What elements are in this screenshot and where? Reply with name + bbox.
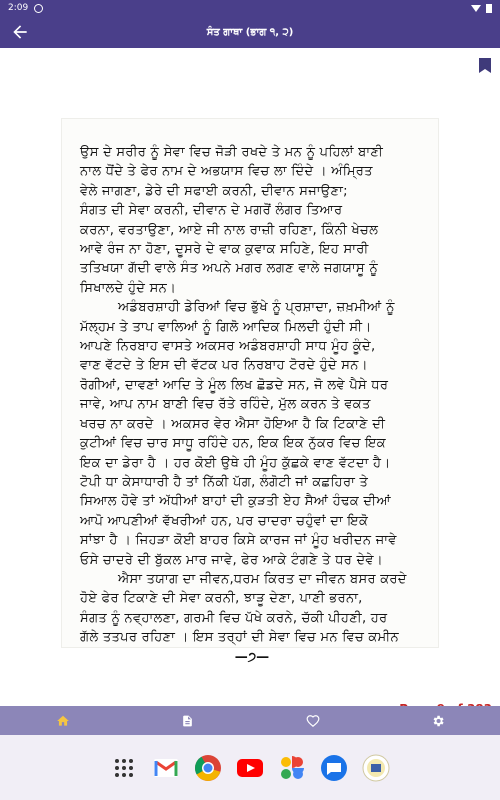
- printed-page-number: —੭—: [234, 649, 270, 665]
- chrome-app[interactable]: [191, 751, 225, 785]
- page-line: ਆਵੇ ਰੰਜ ਨਾ ਹੋਣਾ, ਦੂਸਰੇ ਦੇ ਵਾਕ ਕੁਵਾਕ ਸਹਿਣੇ, ਇਹ ਸਾਰੀ: [80, 242, 369, 258]
- status-bar: [0, 0, 500, 16]
- page-line: ਵਾਣ ਵੱਟਦੇ ਤੇ ਇਸ ਦੀ ਵੱਟਕ ਪਰ ਨਿਰਬਾਹ ਟੋਰਦੇ ਹੁੰਦੇ ਸਨ।: [80, 358, 368, 374]
- app-dock: [0, 735, 500, 800]
- page-line: ਐਸਾ ਤਯਾਗ ਦਾ ਜੀਵਨ,ਧਰਮ ਕਿਰਤ ਦਾ ਜੀਵਨ ਬਸਰ ਕਰਦੇ: [118, 571, 407, 587]
- page-line: ਸਾਂਝਾ ਹੈ । ਜਿਹੜਾ ਕੋਈ ਬਾਹਰ ਕਿਸੇ ਕਾਰਜ ਜਾਂ ਮੂੰਹ ਖਰੀਦਨ ਜਾਵੇ: [80, 533, 397, 549]
- app-drawer-button[interactable]: [107, 751, 141, 785]
- photos-app[interactable]: [275, 751, 309, 785]
- page-line: ਰੋਗੀਆਂ, ਦਾਵਣਾਂ ਆਦਿ ਤੇ ਮੂੰਲ ਲਿਖ ਛੋਡਦੇ ਸਨ, ਜੋ ਲਵੇ ਪੈਸੇ ਧਰ: [80, 377, 389, 393]
- battery-icon: [486, 4, 492, 13]
- page-line: ਆਪੋ ਆਪਣੀਆਂ ਵੱਖਰੀਆਂ ਹਨ, ਪਰ ਚਾਦਰਾ ਚਹੁੰਵਾਂ ਦਾ ਇਕੋ: [80, 513, 369, 529]
- gmail-app[interactable]: [149, 751, 183, 785]
- app-drawer-icon: [115, 759, 133, 777]
- page-line: ਅਡੰਬਰਸ਼ਾਹੀ ਡੇਰਿਆਂ ਵਿਚ ਭੁੱਖੇ ਨੂੰ ਪ੍ਰਸ਼ਾਦਾ, ਜ਼ਖ਼ਮੀਆਂ ਨੂੰ: [118, 300, 395, 316]
- nav-document[interactable]: [168, 706, 208, 735]
- youtube-app[interactable]: [233, 751, 267, 785]
- bottom-nav: [0, 706, 500, 735]
- heart-icon: [306, 714, 320, 728]
- reader-app[interactable]: [359, 751, 393, 785]
- bookmark-icon[interactable]: [479, 58, 491, 73]
- status-icons: [471, 4, 492, 13]
- app-bar: [0, 16, 500, 48]
- nav-home[interactable]: [43, 706, 83, 735]
- gmail-icon: [154, 759, 178, 777]
- back-button[interactable]: [4, 16, 36, 48]
- page-line: ਹੋਏ ਫੇਰ ਟਿਕਾਣੇ ਦੀ ਸੇਵਾ ਕਰਨੀ, ਝਾੜੂ ਦੇਣਾ, ਪਾਣੀ ਭਰਨਾ,: [80, 591, 363, 607]
- page-line: ਖਰਚ ਨਾ ਕਰਦੇ । ਅਕਸਰ ਵੇਰ ਐਸਾ ਹੋਇਆ ਹੈ ਕਿ ਟਿਕਾਣੇ ਦੀ: [80, 416, 386, 432]
- nav-settings[interactable]: [418, 706, 458, 735]
- page-line: ਸਿਆਲ ਹੋਵੇ ਤਾਂ ਅੱਧੀਆਂ ਬਾਹਾਂ ਦੀ ਕੁੜਤੀ ਏਹ ਸੈਆਂ ਹੰਢਕ ਦੀਆਂ: [80, 494, 391, 510]
- nav-favorites[interactable]: [293, 706, 333, 735]
- status-time: 2:09: [8, 3, 29, 13]
- youtube-icon: [237, 759, 263, 777]
- page-line: ਓਸੇ ਚਾਦਰੇ ਦੀ ਬੁੱਕਲ ਮਾਰ ਜਾਵੇ, ਫੇਰ ਆਕੇ ਟੰਗਣੇ ਤੇ ਧਰ ਦੇਵੇ।: [80, 552, 383, 568]
- page-line: ਜਾਵੇ, ਆਪ ਨਾਮ ਬਾਣੀ ਵਿਚ ਰੱਤੇ ਰਹਿੰਦੇ, ਮੁੱਲ ਕਰਨ ਤੇ ਵਕਤ: [80, 397, 371, 413]
- photos-icon: [279, 755, 305, 781]
- wifi-icon: [471, 5, 481, 12]
- page-line: ਆਪਣੇ ਨਿਰਬਾਹ ਵਾਸਤੇ ਅਕਸਰ ਅਡੰਬਰਸ਼ਾਹੀ ਸਾਧ ਮੂੰਹ ਕੂੰਦੇ,: [80, 339, 376, 355]
- page-line: ਉਸ ਦੇ ਸਰੀਰ ਨੂੰ ਸੇਵਾ ਵਿਚ ਜੋੜੀ ਰਖਦੇ ਤੇ ਮਨ ਨੂੰ ਪਹਿਲਾਂ ਬਾਣੀ: [80, 145, 384, 160]
- app-title: ਸੰਤ ਗਾਥਾ (ਭਾਗ ੧, ੨): [206, 26, 294, 38]
- page-line: ਵੇਲੇ ਜਾਗਣਾ, ਡੇਰੇ ਦੀ ਸਫਾਈ ਕਰਨੀ, ਦੀਵਾਨ ਸਜਾਉਣਾ;: [80, 183, 348, 199]
- reader-content[interactable]: [0, 48, 500, 706]
- page-line: ਗੱਲੇ ਤਤਪਰ ਰਹਿਣਾ । ਇਸ ਤਰ੍ਹਾਂ ਦੀ ਸੇਵਾ ਵਿਚ ਮਨ ਵਿਚ ਕਮੀਨ: [80, 630, 399, 646]
- page-line: ਮੱਲ੍ਹਮ ਤੇ ਤਾਪ ਵਾਲਿਆਂ ਨੂੰ ਗਿਲੋ ਆਦਿਕ ਮਿਲਦੀ ਹੁੰਦੀ ਸੀ।: [80, 319, 372, 335]
- chrome-icon: [194, 754, 222, 782]
- page-line: ਤਤਿਖਯਾ ਗੱਦੀ ਵਾਲੇ ਸੰਤ ਅਪਨੇ ਮਗਰ ਲਗਣ ਵਾਲੇ ਜਗਯਾਸੂ ਨੂੰ: [80, 261, 379, 277]
- page-line: ਇਕ ਦਾ ਡੇਰਾ ਹੈ । ਹਰ ਕੋਈ ਉਥੇ ਹੀ ਮੂੰਹ ਕੁੱਛਕੇ ਵਾਣ ਵੱਟਦਾ ਹੈ।: [80, 455, 391, 471]
- scanned-page: [62, 119, 438, 665]
- page-line: ਸਿਖਾਲਦੇ ਹੁੰਦੇ ਸਨ।: [80, 280, 177, 296]
- messages-app[interactable]: [317, 751, 351, 785]
- notification-icon: [34, 4, 43, 13]
- page-line: ਟੋਪੀ ਧਾ ਕੇਸਾਧਾਰੀ ਹੈ ਤਾਂ ਨਿੱਕੀ ਪੱਗ, ਲੰਗੋਟੀ ਜਾਂ ਕਛਹਿਰਾ ਤੇ: [80, 474, 369, 490]
- gear-icon: [431, 714, 445, 728]
- reader-app-icon: [362, 754, 390, 782]
- messages-icon: [320, 754, 348, 782]
- page-line: ਸੰਗਤ ਦੀ ਸੇਵਾ ਕਰਨੀ, ਦੀਵਾਨ ਦੇ ਮਗਰੋਂ ਲੰਗਰ ਤਿਆਰ: [80, 203, 343, 219]
- page-line: ਕਰਨਾ, ਵਰਤਾਉਣਾ, ਆਏ ਜੀ ਨਾਲ ਰਾਜ਼ੀ ਰਹਿਣਾ, ਕਿੰਨੀ ਖੇਚਲ: [80, 222, 379, 238]
- home-icon: [56, 714, 70, 728]
- page-line: ਸੰਗਤ ਨੂੰ ਨਵ੍ਹਾਲਣਾ, ਗਰਮੀ ਵਿਚ ਪੱਖੇ ਕਰਨੇ, ਚੱਕੀ ਪੀਹਣੀ, ਹਰ: [80, 610, 388, 626]
- document-icon: [181, 714, 194, 728]
- page-line: ਨਾਲ ਧੋਂਦੇ ਤੇ ਫੇਰ ਨਾਮ ਦੇ ਅਭਯਾਸ ਵਿਚ ਲਾ ਦਿੰਦੇ । ਅੰਮ੍ਰਿਤ: [80, 164, 373, 180]
- back-arrow-icon: [10, 22, 30, 42]
- page-line: ਕੁਟੀਆਂ ਵਿਚ ਚਾਰ ਸਾਧੂ ਰਹਿੰਦੇ ਹਨ, ਇਕ ਇਕ ਨੁੱਕਰ ਵਿਚ ਇਕ: [80, 436, 386, 452]
